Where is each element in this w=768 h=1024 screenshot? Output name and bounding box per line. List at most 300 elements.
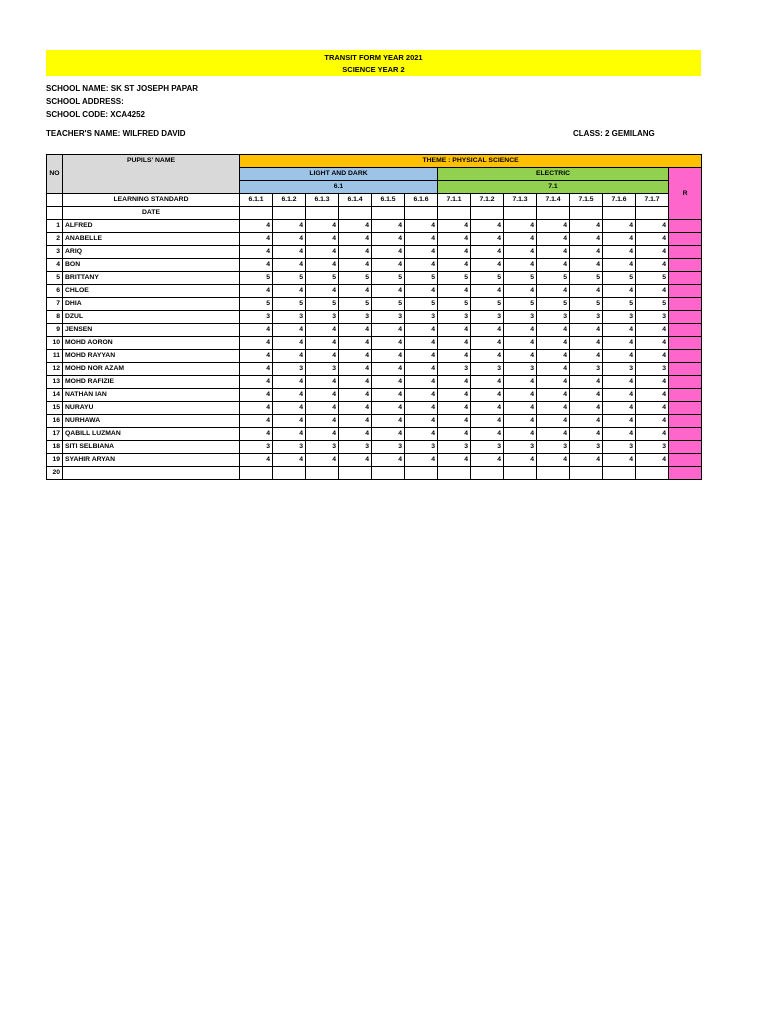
score-cell: 4 [636, 415, 669, 428]
table-row [47, 454, 702, 467]
standard-6-1-5: 6.1.5 [372, 194, 405, 207]
row-number: 19 [47, 454, 63, 467]
score-cell: 3 [438, 311, 471, 324]
score-cell: 4 [273, 337, 306, 350]
score-cell: 4 [339, 389, 372, 402]
score-cell: 4 [471, 220, 504, 233]
score-cell: 3 [273, 311, 306, 324]
score-cell: 4 [537, 233, 570, 246]
score-cell: 4 [372, 402, 405, 415]
score-cell: 4 [372, 246, 405, 259]
score-cell: 5 [636, 272, 669, 285]
score-cell [339, 467, 372, 480]
score-cell: 4 [306, 246, 339, 259]
score-cell: 4 [603, 389, 636, 402]
score-cell: 5 [372, 272, 405, 285]
score-cell: 5 [240, 298, 273, 311]
table-row [47, 285, 702, 298]
r-cell [669, 441, 702, 454]
score-cell: 4 [240, 220, 273, 233]
table-row [47, 415, 702, 428]
form-subtitle: SCIENCE YEAR 2 [342, 65, 405, 74]
score-cell: 4 [636, 220, 669, 233]
score-cell: 4 [570, 233, 603, 246]
score-cell: 4 [570, 246, 603, 259]
score-cell: 4 [273, 285, 306, 298]
standard-7-1-5: 7.1.5 [570, 194, 603, 207]
score-cell: 4 [537, 428, 570, 441]
score-cell: 4 [372, 376, 405, 389]
score-cell: 4 [471, 337, 504, 350]
r-cell [669, 363, 702, 376]
date-cell [273, 207, 306, 220]
score-cell: 4 [537, 337, 570, 350]
score-cell: 4 [636, 428, 669, 441]
score-cell: 4 [471, 246, 504, 259]
row-number: 4 [47, 259, 63, 272]
score-cell: 4 [570, 415, 603, 428]
score-cell: 3 [306, 441, 339, 454]
score-cell: 4 [537, 454, 570, 467]
row-number: 18 [47, 441, 63, 454]
score-cell: 5 [306, 298, 339, 311]
score-cell: 4 [339, 233, 372, 246]
score-cell: 4 [405, 454, 438, 467]
no-spacer [47, 194, 63, 207]
score-cell: 3 [471, 441, 504, 454]
score-cell: 4 [405, 259, 438, 272]
title-banner [46, 50, 701, 76]
score-cell [372, 467, 405, 480]
score-cell: 4 [504, 233, 537, 246]
score-cell: 4 [339, 363, 372, 376]
date-cell [570, 207, 603, 220]
score-cell: 4 [438, 389, 471, 402]
standard-7-1-2: 7.1.2 [471, 194, 504, 207]
r-cell [669, 298, 702, 311]
score-cell: 4 [504, 428, 537, 441]
score-cell: 4 [339, 402, 372, 415]
score-cell: 4 [537, 402, 570, 415]
pupil-name: ALFRED [63, 220, 240, 233]
score-cell: 4 [339, 337, 372, 350]
score-cell [405, 467, 438, 480]
score-cell: 4 [240, 402, 273, 415]
school-code: SCHOOL CODE: XCA4252 [46, 110, 145, 119]
standard-6-1-1: 6.1.1 [240, 194, 273, 207]
row-number: 1 [47, 220, 63, 233]
date-cell [405, 207, 438, 220]
score-cell: 5 [537, 298, 570, 311]
score-cell: 4 [570, 402, 603, 415]
r-cell [669, 285, 702, 298]
row-number: 9 [47, 324, 63, 337]
score-cell: 4 [273, 233, 306, 246]
score-cell: 4 [339, 220, 372, 233]
score-cell: 3 [537, 441, 570, 454]
score-cell: 4 [438, 324, 471, 337]
row-number: 20 [47, 467, 63, 480]
score-cell: 4 [471, 454, 504, 467]
score-cell: 4 [405, 363, 438, 376]
score-cell: 3 [438, 363, 471, 376]
score-cell [570, 467, 603, 480]
score-cell: 4 [471, 389, 504, 402]
score-cell: 3 [504, 441, 537, 454]
r-cell [669, 233, 702, 246]
date-cell [471, 207, 504, 220]
form-title: TRANSIT FORM YEAR 2021 [324, 53, 423, 62]
score-cell: 3 [603, 311, 636, 324]
standard-7-1-3: 7.1.3 [504, 194, 537, 207]
score-cell: 4 [471, 428, 504, 441]
table-row [47, 272, 702, 285]
score-cell: 4 [240, 259, 273, 272]
score-cell: 5 [339, 272, 372, 285]
score-cell: 4 [405, 415, 438, 428]
score-cell: 3 [240, 311, 273, 324]
score-cell: 5 [471, 298, 504, 311]
score-cell: 4 [405, 233, 438, 246]
r-cell [669, 467, 702, 480]
pupil-name: BRITTANY [63, 272, 240, 285]
topic-light-and-dark: LIGHT AND DARK [240, 168, 438, 181]
score-cell: 3 [372, 441, 405, 454]
score-cell: 4 [537, 376, 570, 389]
score-cell: 4 [471, 402, 504, 415]
row-number: 13 [47, 376, 63, 389]
table-row [47, 467, 702, 480]
score-cell: 4 [372, 285, 405, 298]
score-cell: 4 [273, 350, 306, 363]
score-cell: 4 [306, 285, 339, 298]
score-cell: 3 [471, 311, 504, 324]
r-cell [669, 402, 702, 415]
score-cell: 4 [405, 285, 438, 298]
score-cell: 4 [372, 389, 405, 402]
score-cell: 4 [603, 454, 636, 467]
score-cell: 4 [504, 454, 537, 467]
score-cell: 4 [603, 324, 636, 337]
score-cell: 4 [273, 376, 306, 389]
row-number: 16 [47, 415, 63, 428]
score-cell: 5 [306, 272, 339, 285]
standard-6-1-6: 6.1.6 [405, 194, 438, 207]
pupil-name: DZUL [63, 311, 240, 324]
row-number: 10 [47, 337, 63, 350]
score-cell: 4 [240, 428, 273, 441]
pupil-name: QABILL LUZMAN [63, 428, 240, 441]
score-cell: 4 [636, 246, 669, 259]
score-cell [471, 467, 504, 480]
date-cell [504, 207, 537, 220]
score-cell: 4 [537, 363, 570, 376]
score-cell: 3 [339, 311, 372, 324]
score-cell: 3 [438, 441, 471, 454]
score-cell: 5 [438, 298, 471, 311]
assessment-table [46, 154, 702, 480]
score-cell: 4 [570, 428, 603, 441]
table-row [47, 233, 702, 246]
score-cell: 4 [636, 389, 669, 402]
score-cell: 4 [240, 285, 273, 298]
score-cell: 4 [273, 389, 306, 402]
score-cell: 4 [306, 415, 339, 428]
pupil-name: MOHD RAYYAN [63, 350, 240, 363]
score-cell: 4 [504, 337, 537, 350]
score-cell: 4 [504, 415, 537, 428]
r-cell [669, 311, 702, 324]
score-cell [438, 467, 471, 480]
score-cell: 4 [636, 233, 669, 246]
pupil-name: ARIQ [63, 246, 240, 259]
score-cell: 3 [504, 311, 537, 324]
date-cell [537, 207, 570, 220]
score-cell: 4 [372, 350, 405, 363]
score-cell: 4 [438, 220, 471, 233]
r-cell [669, 246, 702, 259]
score-cell: 4 [603, 233, 636, 246]
table-row [47, 259, 702, 272]
score-cell: 4 [438, 402, 471, 415]
pupil-name: JENSEN [63, 324, 240, 337]
pupil-name: MOHD NOR AZAM [63, 363, 240, 376]
score-cell: 4 [339, 285, 372, 298]
score-cell: 4 [273, 220, 306, 233]
row-number: 12 [47, 363, 63, 376]
score-cell: 4 [306, 428, 339, 441]
score-cell: 4 [636, 337, 669, 350]
row-number: 6 [47, 285, 63, 298]
score-cell: 4 [504, 376, 537, 389]
score-cell: 4 [306, 389, 339, 402]
score-cell: 4 [603, 246, 636, 259]
learning-standard-label: LEARNING STANDARD [63, 194, 240, 207]
date-cell [372, 207, 405, 220]
score-cell: 4 [537, 259, 570, 272]
date-cell [438, 207, 471, 220]
score-cell: 5 [570, 272, 603, 285]
score-cell: 4 [504, 324, 537, 337]
score-cell: 4 [471, 285, 504, 298]
r-cell [669, 324, 702, 337]
pupils-name-header: PUPILS' NAME [63, 155, 240, 194]
score-cell: 4 [570, 324, 603, 337]
score-cell: 4 [339, 246, 372, 259]
score-cell: 5 [603, 272, 636, 285]
score-cell: 4 [405, 389, 438, 402]
score-cell: 4 [372, 363, 405, 376]
score-cell: 4 [438, 454, 471, 467]
table-row [47, 376, 702, 389]
score-cell [240, 467, 273, 480]
r-cell [669, 220, 702, 233]
score-cell: 4 [240, 454, 273, 467]
score-cell: 4 [603, 337, 636, 350]
standard-6-1-4: 6.1.4 [339, 194, 372, 207]
score-cell: 4 [372, 259, 405, 272]
score-cell: 5 [636, 298, 669, 311]
pupil-name: MOHD RAFIZIE [63, 376, 240, 389]
standard-6-1-2: 6.1.2 [273, 194, 306, 207]
score-cell: 4 [537, 324, 570, 337]
score-cell: 4 [240, 233, 273, 246]
score-cell: 4 [504, 259, 537, 272]
standard-7-1-4: 7.1.4 [537, 194, 570, 207]
table-row [47, 428, 702, 441]
score-cell: 4 [438, 233, 471, 246]
score-cell: 4 [471, 259, 504, 272]
score-cell: 4 [570, 350, 603, 363]
score-cell: 4 [405, 220, 438, 233]
table-row [47, 350, 702, 363]
score-cell: 4 [405, 337, 438, 350]
score-cell: 3 [372, 311, 405, 324]
standard-7-1-7: 7.1.7 [636, 194, 669, 207]
score-cell: 4 [405, 350, 438, 363]
score-cell: 4 [570, 220, 603, 233]
table-row [47, 389, 702, 402]
score-cell: 3 [504, 363, 537, 376]
score-cell: 3 [471, 363, 504, 376]
score-cell: 4 [471, 324, 504, 337]
score-cell: 5 [537, 272, 570, 285]
score-cell: 3 [306, 311, 339, 324]
score-cell: 4 [273, 259, 306, 272]
score-cell: 4 [339, 415, 372, 428]
pupil-name [63, 467, 240, 480]
class-name: CLASS: 2 GEMILANG [573, 129, 655, 138]
score-cell: 4 [405, 376, 438, 389]
score-cell: 4 [372, 415, 405, 428]
score-cell: 4 [438, 259, 471, 272]
r-cell [669, 272, 702, 285]
pupil-name: BON [63, 259, 240, 272]
r-cell [669, 337, 702, 350]
score-cell: 4 [603, 428, 636, 441]
date-cell [339, 207, 372, 220]
score-cell: 4 [471, 415, 504, 428]
table-row [47, 337, 702, 350]
row-number: 2 [47, 233, 63, 246]
score-cell: 4 [306, 220, 339, 233]
score-cell: 5 [603, 298, 636, 311]
score-cell: 3 [405, 441, 438, 454]
score-cell: 3 [603, 363, 636, 376]
score-cell: 4 [570, 389, 603, 402]
score-cell: 4 [504, 285, 537, 298]
score-cell: 4 [471, 233, 504, 246]
score-cell: 4 [603, 220, 636, 233]
score-cell: 4 [273, 246, 306, 259]
table-row [47, 363, 702, 376]
score-cell: 4 [372, 220, 405, 233]
score-cell: 4 [306, 454, 339, 467]
table-row [47, 402, 702, 415]
pupil-name: ANABELLE [63, 233, 240, 246]
score-cell: 3 [570, 311, 603, 324]
pupil-name: NATHAN IAN [63, 389, 240, 402]
score-cell: 4 [537, 389, 570, 402]
score-cell: 4 [636, 350, 669, 363]
score-cell: 4 [240, 246, 273, 259]
score-cell: 4 [306, 259, 339, 272]
row-number: 17 [47, 428, 63, 441]
score-cell: 4 [570, 285, 603, 298]
score-cell: 4 [273, 324, 306, 337]
score-cell: 4 [240, 389, 273, 402]
score-cell: 4 [570, 259, 603, 272]
no-spacer [47, 207, 63, 220]
score-cell: 3 [273, 441, 306, 454]
score-cell: 4 [372, 428, 405, 441]
table-row [47, 311, 702, 324]
theme-header: THEME : PHYSICAL SCIENCE [240, 155, 702, 168]
score-cell: 4 [636, 376, 669, 389]
score-cell: 4 [603, 350, 636, 363]
score-cell: 4 [438, 337, 471, 350]
pupil-name: NURHAWA [63, 415, 240, 428]
r-column-header: R [669, 168, 702, 220]
row-number: 7 [47, 298, 63, 311]
score-cell: 4 [504, 246, 537, 259]
score-cell: 4 [240, 376, 273, 389]
table-row [47, 324, 702, 337]
score-cell: 5 [273, 272, 306, 285]
score-cell: 4 [636, 454, 669, 467]
r-cell [669, 389, 702, 402]
score-cell: 4 [504, 220, 537, 233]
score-cell: 4 [471, 350, 504, 363]
score-cell: 4 [306, 402, 339, 415]
score-cell: 4 [438, 246, 471, 259]
topic-code-7-1: 7.1 [438, 181, 669, 194]
score-cell: 3 [636, 311, 669, 324]
score-cell: 4 [570, 337, 603, 350]
teacher-name: TEACHER'S NAME: WILFRED DAVID [46, 129, 186, 138]
score-cell: 4 [240, 350, 273, 363]
score-cell [273, 467, 306, 480]
r-cell [669, 376, 702, 389]
score-cell: 4 [339, 454, 372, 467]
score-cell: 3 [306, 363, 339, 376]
row-number: 11 [47, 350, 63, 363]
score-cell: 5 [471, 272, 504, 285]
score-cell: 3 [570, 363, 603, 376]
table-row [47, 246, 702, 259]
score-cell: 4 [537, 220, 570, 233]
score-cell: 4 [405, 246, 438, 259]
score-cell [537, 467, 570, 480]
score-cell: 3 [339, 441, 372, 454]
score-cell: 4 [339, 376, 372, 389]
pupil-name: SITI SELBIANA [63, 441, 240, 454]
pupil-name: SYAHIR ARYAN [63, 454, 240, 467]
row-number: 15 [47, 402, 63, 415]
score-cell: 4 [504, 389, 537, 402]
score-cell: 4 [339, 324, 372, 337]
topic-code-6-1: 6.1 [240, 181, 438, 194]
r-cell [669, 428, 702, 441]
score-cell: 4 [603, 376, 636, 389]
score-cell: 4 [537, 415, 570, 428]
score-cell: 4 [372, 324, 405, 337]
r-cell [669, 454, 702, 467]
score-cell: 4 [339, 259, 372, 272]
score-cell [636, 467, 669, 480]
row-number: 3 [47, 246, 63, 259]
pupil-name: CHLOE [63, 285, 240, 298]
